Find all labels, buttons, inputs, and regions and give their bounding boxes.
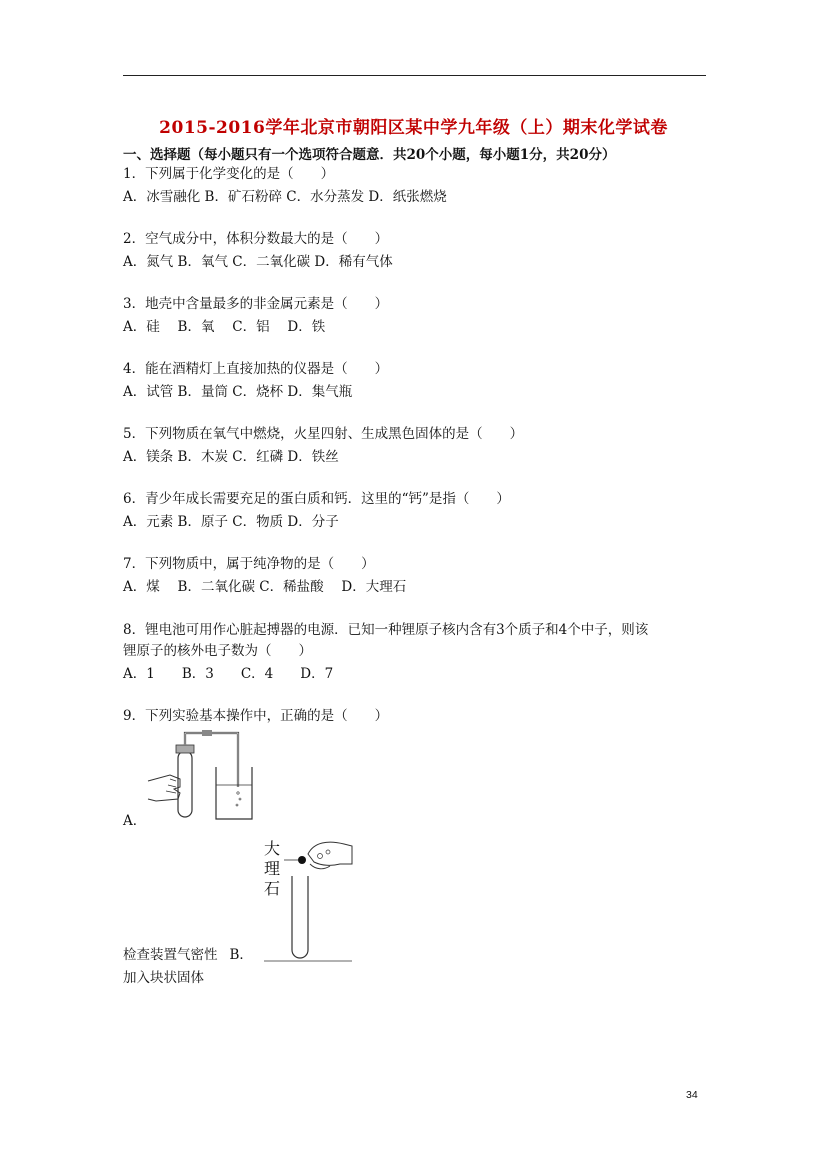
question-9-stem: 9．下列实验基本操作中，正确的是（ ） <box>123 708 389 724</box>
question-5-stem: 5．下列物质在氧气中燃烧，火星四射、生成黑色固体的是（ ） <box>123 426 524 442</box>
option-b-caption: 加入块状固体 <box>123 970 204 986</box>
question-7-options: A．煤 B．二氧化碳 C．稀盐酸 D．大理石 <box>123 579 407 595</box>
figure-label-da: 大 <box>264 839 281 858</box>
question-3-options: A．硅 B．氧 C．铝 D．铁 <box>123 319 326 335</box>
question-4-stem: 4．能在酒精灯上直接加热的仪器是（ ） <box>123 361 389 377</box>
exam-title: 2015-2016学年北京市朝阳区某中学九年级（上）期末化学试卷 <box>159 118 668 138</box>
question-8-stem: 8．锂电池可用作心脏起搏器的电源．已知一种锂原子核内含有3个质子和4个中子，则该 <box>123 622 649 638</box>
section-heading: 一、选择题（每小题只有一个选项符合题意．共20个小题，每小题1分，共20分） <box>123 147 616 163</box>
question-8-options: A．1 B．3 C．4 D．7 <box>123 666 334 682</box>
question-1-options: A．冰雪融化 B．矿石粉碎 C．水分蒸发 D．纸张燃烧 <box>123 189 447 205</box>
question-6-stem: 6．青少年成长需要充足的蛋白质和钙．这里的“钙”是指（ ） <box>123 491 510 507</box>
figure-label-shi: 石 <box>264 879 281 898</box>
question-7-stem: 7．下列物质中，属于纯净物的是（ ） <box>123 556 375 572</box>
question-8-stem-continued: 锂原子的核外电子数为（ ） <box>123 643 312 659</box>
question-3-stem: 3．地壳中含量最多的非金属元素是（ ） <box>123 296 389 312</box>
option-a-caption <box>123 946 253 964</box>
add-block-solid-figure <box>258 834 354 964</box>
option-a-letter: A． <box>123 813 147 829</box>
question-6-options: A．元素 B．原子 C．物质 D．分子 <box>123 514 339 530</box>
page-number: 34 <box>686 1089 698 1101</box>
question-4-options: A．试管 B．量筒 C．烧杯 D．集气瓶 <box>123 384 353 400</box>
option-a-caption-text: 检查装置气密性 <box>123 947 218 963</box>
question-1-stem: 1．下列属于化学变化的是（ ） <box>123 166 335 182</box>
header-rule <box>123 75 706 76</box>
question-2-stem: 2．空气成分中，体积分数最大的是（ ） <box>123 231 389 247</box>
question-2-options: A．氮气 B．氧气 C．二氧化碳 D．稀有气体 <box>123 254 393 270</box>
question-5-options: A．镁条 B．木炭 C．红磷 D．铁丝 <box>123 449 339 465</box>
figure-label-li: 理 <box>264 859 281 878</box>
airtightness-check-figure <box>146 727 254 823</box>
option-b-letter: B． <box>229 947 253 963</box>
